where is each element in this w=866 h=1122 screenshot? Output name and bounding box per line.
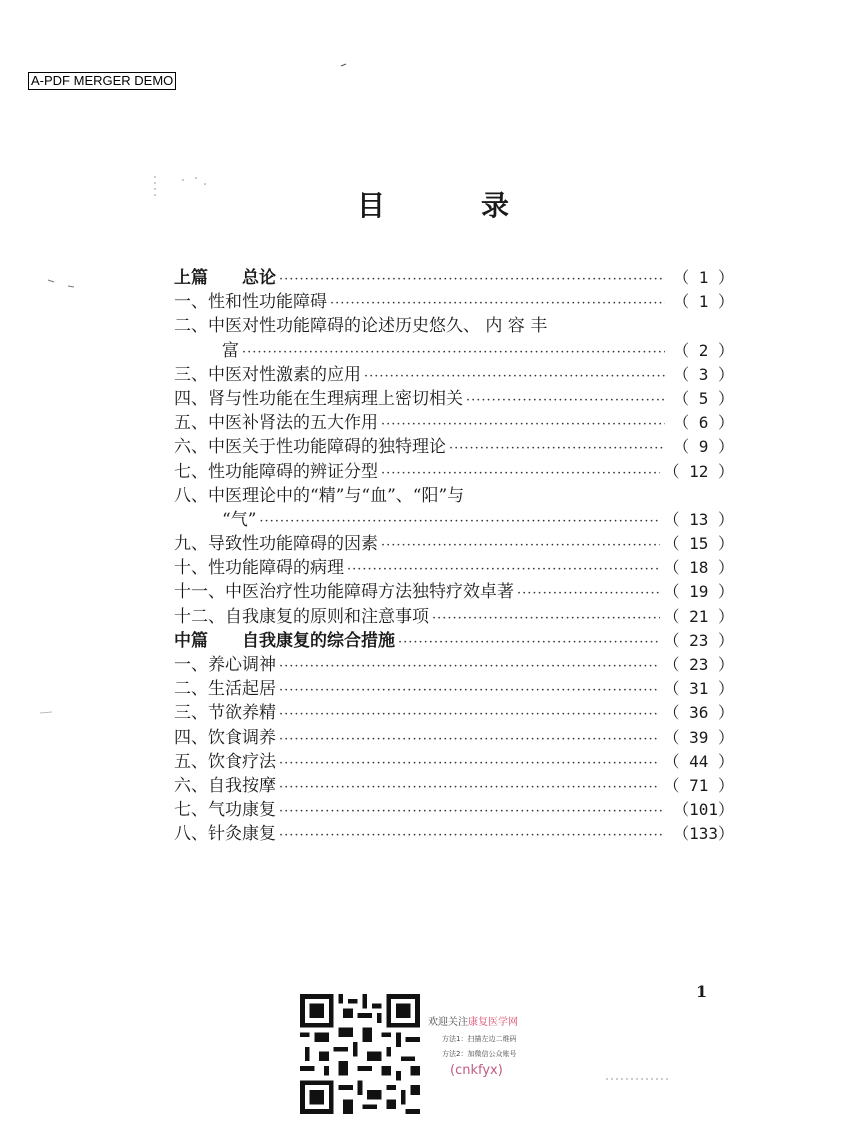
toc-leader-dots xyxy=(279,268,665,292)
toc-page-number: （ 71 ） xyxy=(663,775,734,795)
toc-entry xyxy=(174,798,734,822)
toc-entry-label: 富 xyxy=(222,340,239,361)
toc-page-number: （ 6 ） xyxy=(673,413,734,433)
toc-entry xyxy=(174,290,734,314)
toc-page-number: （101） xyxy=(673,800,734,820)
toc-entry xyxy=(174,774,734,798)
toc-entry xyxy=(174,653,734,677)
toc-entry xyxy=(174,822,734,846)
toc-leader-dots xyxy=(279,655,660,679)
toc-leader-dots xyxy=(279,752,660,776)
toc-page-number: （ 3 ） xyxy=(673,364,734,384)
toc-entry-label: 十、性功能障碍的病理 xyxy=(174,558,344,579)
toc-entry xyxy=(174,677,734,701)
toc-section-row xyxy=(174,266,734,290)
toc-leader-dots xyxy=(381,413,665,437)
toc-entry-label: 二、生活起居 xyxy=(174,679,276,700)
toc-entry-label: 九、导致性功能障碍的因素 xyxy=(174,534,378,555)
toc-entry-label: 中篇 自我康复的综合措施 xyxy=(174,630,395,651)
toc-entry xyxy=(174,556,734,580)
toc-entry-label: “气” xyxy=(222,509,257,530)
toc-page-number: （ 44 ） xyxy=(663,751,734,771)
toc-leader-dots xyxy=(381,462,660,486)
promo-handle: (cnkfyx) xyxy=(450,1063,503,1078)
toc-entry xyxy=(174,460,734,484)
qr-code-icon xyxy=(300,994,420,1114)
toc-entry xyxy=(174,532,734,556)
toc-leader-dots xyxy=(517,582,660,606)
toc-page-number: （ 36 ） xyxy=(663,703,734,723)
toc-leader-dots xyxy=(279,679,660,703)
toc-leader-dots xyxy=(279,824,665,848)
toc-leader-dots xyxy=(466,389,665,413)
toc-entry-label: 上篇 总论 xyxy=(174,268,276,288)
toc-entry-label: 四、饮食调养 xyxy=(174,727,276,748)
toc-entry-label: 五、中医补肾法的五大作用 xyxy=(174,413,378,434)
page-number: 1 xyxy=(696,982,708,1001)
toc-section-row xyxy=(174,629,734,653)
toc-entry xyxy=(174,726,734,750)
toc-entry xyxy=(174,411,734,435)
toc-page-number: （ 1 ） xyxy=(673,268,734,287)
toc-page-number: （ 15 ） xyxy=(663,534,734,554)
toc-leader-dots xyxy=(259,510,660,534)
toc-entry-label: 十二、自我康复的原则和注意事项 xyxy=(174,606,429,627)
promo-block xyxy=(428,1014,578,1080)
toc-leader-dots xyxy=(279,728,660,752)
toc-entry xyxy=(174,314,734,338)
toc-leader-dots xyxy=(279,800,665,824)
toc-leader-dots xyxy=(364,365,665,389)
toc-page-number: （ 13 ） xyxy=(663,509,734,529)
toc-entry-label: 三、节欲养精 xyxy=(174,703,276,724)
promo-line-3: 方法2：加微信公众账号 xyxy=(442,1050,517,1058)
toc-entry xyxy=(174,580,734,604)
toc-entry-label: 六、中医关于性功能障碍的独特理论 xyxy=(174,437,446,458)
toc-page-number: （ 23 ） xyxy=(663,655,734,674)
toc-entry-label: 八、中医理论中的“精”与“血”、“阳”与 xyxy=(174,485,465,506)
toc-entry xyxy=(174,605,734,629)
toc-page-number: （ 23 ） xyxy=(663,630,734,650)
toc-entry-label: 四、肾与性功能在生理病理上密切相关 xyxy=(174,388,463,409)
page-title xyxy=(0,184,866,224)
toc-entry-label: 一、性和性功能障碍 xyxy=(174,292,327,313)
table-of-contents xyxy=(174,266,734,847)
toc-entry xyxy=(174,435,734,459)
toc-entry-label: 七、气功康复 xyxy=(174,800,276,821)
toc-entry xyxy=(174,363,734,387)
toc-leader-dots xyxy=(398,631,660,655)
toc-entry-label: 一、养心调神 xyxy=(174,655,276,675)
promo-line-1: 欢迎关注康复医学网 xyxy=(428,1017,518,1028)
toc-entry xyxy=(174,484,734,508)
toc-entry-label: 二、中医对性功能障碍的论述历史悠久、 内 容 丰 xyxy=(174,316,548,337)
toc-leader-dots xyxy=(381,534,660,558)
toc-page-number: （ 2 ） xyxy=(673,340,734,360)
pdf-merger-watermark: A-PDF MERGER DEMO xyxy=(28,72,176,90)
toc-page-number: （133） xyxy=(673,824,734,844)
toc-entry-label: 三、中医对性激素的应用 xyxy=(174,364,361,385)
toc-entry-label: 六、自我按摩 xyxy=(174,775,276,796)
toc-entry-label: 十一、中医治疗性功能障碍方法独特疗效卓著 xyxy=(174,582,514,603)
toc-entry xyxy=(174,701,734,725)
toc-page-number: （ 31 ） xyxy=(663,679,734,699)
toc-entry xyxy=(174,339,734,363)
toc-page-number: （ 9 ） xyxy=(673,437,734,457)
toc-entry xyxy=(174,387,734,411)
toc-leader-dots xyxy=(432,607,660,631)
promo-line-2: 方法1：扫描左边二维码 xyxy=(442,1035,517,1043)
title-char-left: 目 xyxy=(356,189,385,222)
title-char-right: 录 xyxy=(481,189,510,222)
toc-page-number: （ 18 ） xyxy=(663,558,734,578)
toc-page-number: （ 1 ） xyxy=(673,292,734,312)
toc-leader-dots xyxy=(242,341,665,365)
toc-entry xyxy=(174,508,734,532)
toc-leader-dots xyxy=(449,437,665,461)
toc-entry-label: 七、性功能障碍的辨证分型 xyxy=(174,461,378,482)
toc-page-number: （ 39 ） xyxy=(663,727,734,747)
toc-leader-dots xyxy=(279,703,660,727)
toc-leader-dots xyxy=(347,558,660,582)
toc-entry-label: 八、针灸康复 xyxy=(174,824,276,845)
toc-page-number: （ 19 ） xyxy=(663,582,734,602)
toc-page-number: （ 21 ） xyxy=(663,606,734,626)
toc-leader-dots xyxy=(330,292,665,316)
toc-leader-dots xyxy=(279,776,660,800)
toc-entry xyxy=(174,750,734,774)
toc-entry-label: 五、饮食疗法 xyxy=(174,751,276,772)
toc-page-number: （ 5 ） xyxy=(673,388,734,408)
toc-page-number: （ 12 ） xyxy=(663,461,734,481)
